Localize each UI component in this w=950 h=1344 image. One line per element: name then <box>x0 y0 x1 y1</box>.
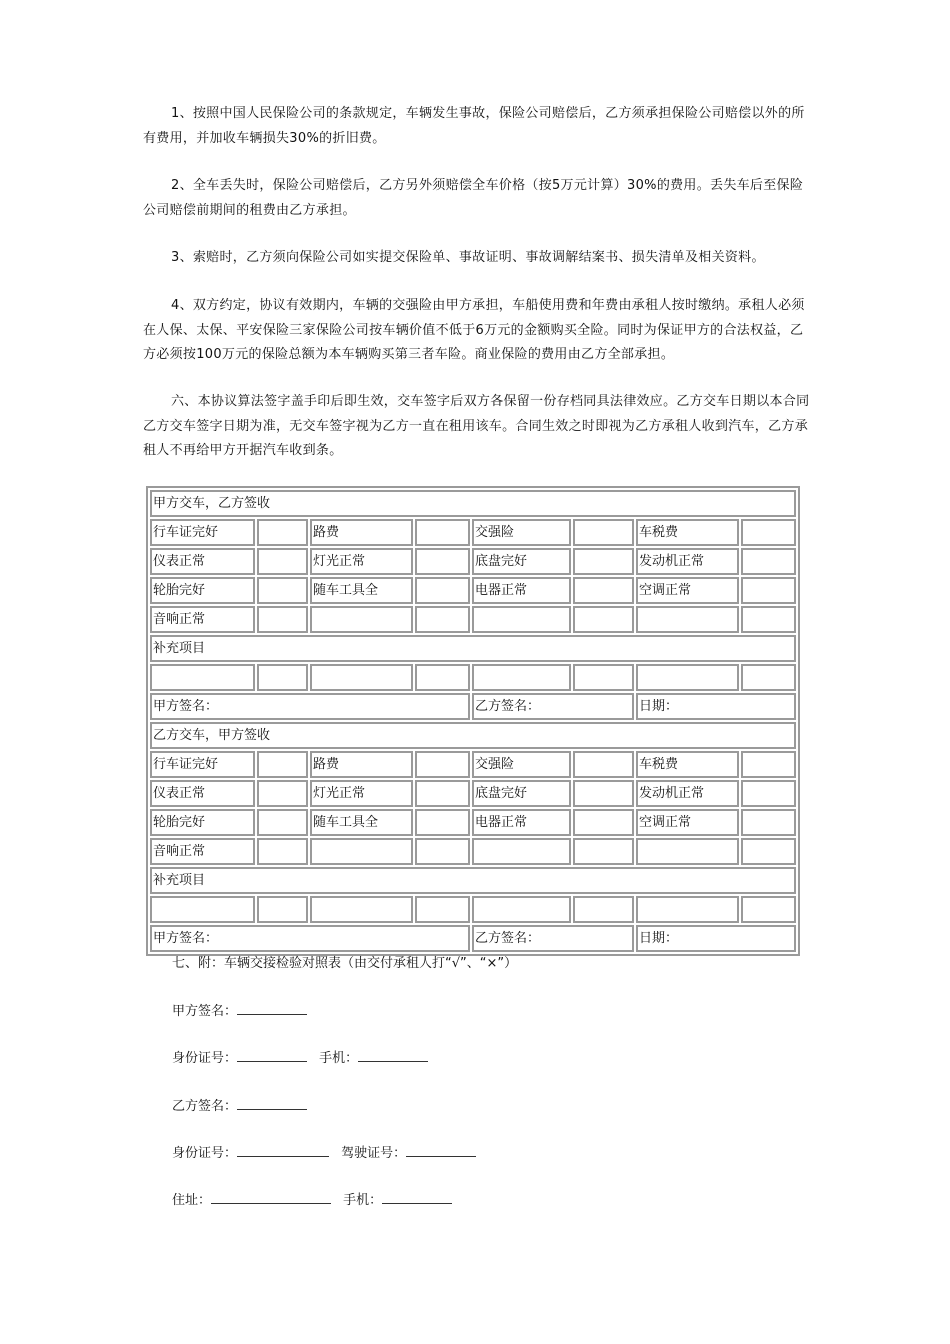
check-mark-cell[interactable] <box>257 780 308 807</box>
id-number-blank[interactable] <box>237 1144 329 1157</box>
attachment-note: 七、附：车辆交接检验对照表（由交付承租人打“√”、“×”） <box>172 956 518 971</box>
supplement-cell[interactable] <box>636 664 739 691</box>
supplement-cell[interactable] <box>741 896 796 923</box>
check-item-label: 底盘完好 <box>472 548 571 575</box>
supplement-cell[interactable] <box>573 664 634 691</box>
vehicle-handover-table <box>146 486 800 956</box>
check-item-label: 路费 <box>310 751 413 778</box>
table-row <box>150 577 796 604</box>
table-row <box>150 809 796 836</box>
supplement-cell[interactable] <box>310 896 413 923</box>
empty-cell[interactable] <box>472 606 571 633</box>
party-b-sign-blank[interactable] <box>237 1097 307 1110</box>
check-item-label: 行车证完好 <box>150 519 255 546</box>
date-field[interactable]: 日期： <box>636 925 796 952</box>
check-mark-cell[interactable] <box>415 809 470 836</box>
clause-2: 2、全车丢失时，保险公司赔偿后，乙方另外须赔偿全车价格（按5万元计算）30%的费用。丢失车后至保险公司赔偿前期间的租费由乙方承担。 <box>143 178 804 218</box>
empty-cell[interactable] <box>415 606 470 633</box>
supplement-cell[interactable] <box>150 896 255 923</box>
check-item-label: 随车工具全 <box>310 809 413 836</box>
check-item-label: 随车工具全 <box>310 577 413 604</box>
party-a-id-line <box>172 1049 428 1068</box>
driver-license-blank[interactable] <box>406 1144 476 1157</box>
party-a-sign-blank[interactable] <box>237 1002 307 1015</box>
supplement-cell[interactable] <box>472 896 571 923</box>
check-item-label: 电器正常 <box>472 809 571 836</box>
check-item-label: 仪表正常 <box>150 780 255 807</box>
check-mark-cell[interactable] <box>573 548 634 575</box>
check-item-label: 发动机正常 <box>636 780 739 807</box>
empty-cell[interactable] <box>636 606 739 633</box>
mobile-blank[interactable] <box>382 1191 452 1204</box>
check-mark-cell[interactable] <box>573 809 634 836</box>
check-mark-cell[interactable] <box>741 780 796 807</box>
supplement-cell[interactable] <box>415 664 470 691</box>
check-item-label: 路费 <box>310 519 413 546</box>
check-mark-cell[interactable] <box>741 548 796 575</box>
id-number-label: 身份证号： <box>172 1146 238 1161</box>
empty-cell[interactable] <box>415 838 470 865</box>
check-item-label: 音响正常 <box>150 838 255 865</box>
check-item-label: 交强险 <box>472 751 571 778</box>
check-mark-cell[interactable] <box>573 577 634 604</box>
party-b-signature-field[interactable]: 乙方签名： <box>472 925 634 952</box>
signature-row <box>150 925 796 952</box>
empty-cell[interactable] <box>741 606 796 633</box>
check-item-label: 车税费 <box>636 519 739 546</box>
section-title: 甲方交车，乙方签收 <box>150 490 796 517</box>
empty-cell[interactable] <box>573 838 634 865</box>
check-item-label: 音响正常 <box>150 606 255 633</box>
address-label: 住址： <box>172 1193 212 1208</box>
party-a-sign-line <box>172 1002 307 1021</box>
id-number-blank[interactable] <box>237 1049 307 1062</box>
empty-cell[interactable] <box>636 838 739 865</box>
mobile-label: 手机： <box>319 1051 359 1066</box>
check-mark-cell[interactable] <box>573 519 634 546</box>
check-mark-cell[interactable] <box>741 809 796 836</box>
supplement-row <box>150 867 796 894</box>
check-mark-cell[interactable] <box>741 577 796 604</box>
check-item-label: 车税费 <box>636 751 739 778</box>
party-b-id-line <box>172 1144 476 1163</box>
check-item-label: 空调正常 <box>636 809 739 836</box>
supplement-label: 补充项目 <box>150 867 796 894</box>
check-mark-cell[interactable] <box>257 519 308 546</box>
check-mark-cell[interactable] <box>257 548 308 575</box>
section-title: 乙方交车，甲方签收 <box>150 722 796 749</box>
mobile-label: 手机： <box>343 1193 383 1208</box>
supplement-input-row <box>150 896 796 923</box>
check-item-label: 电器正常 <box>472 577 571 604</box>
empty-cell[interactable] <box>573 606 634 633</box>
empty-cell[interactable] <box>741 838 796 865</box>
party-b-sign-line <box>172 1097 307 1116</box>
check-item-label: 灯光正常 <box>310 548 413 575</box>
empty-cell[interactable] <box>472 838 571 865</box>
table-row <box>150 606 796 633</box>
date-field[interactable]: 日期： <box>636 693 796 720</box>
supplement-cell[interactable] <box>310 664 413 691</box>
party-a-signature-field[interactable]: 甲方签名： <box>150 693 470 720</box>
check-mark-cell[interactable] <box>257 751 308 778</box>
table-row <box>150 780 796 807</box>
section-title-row <box>150 722 796 749</box>
supplement-row <box>150 635 796 662</box>
check-mark-cell[interactable] <box>257 606 308 633</box>
check-item-label: 空调正常 <box>636 577 739 604</box>
table-row <box>150 548 796 575</box>
party-a-signature-field[interactable]: 甲方签名： <box>150 925 470 952</box>
check-item-label: 发动机正常 <box>636 548 739 575</box>
check-mark-cell[interactable] <box>415 548 470 575</box>
address-blank[interactable] <box>211 1191 331 1204</box>
clause-4: 4、双方约定，协议有效期内，车辆的交强险由甲方承担，车船使用费和年费由承租人按时缴纳。承租人必须在人保、太保、平安保险三家保险公司按车辆价值不低于6万元的金额购买全险。同时为保证甲方的合法权益，乙方必须按100万元的保险总额为本车辆购买第三者车险。商业保险的费用由乙方全部承担。 <box>143 298 805 362</box>
supplement-cell[interactable] <box>150 664 255 691</box>
check-mark-cell[interactable] <box>415 577 470 604</box>
check-mark-cell[interactable] <box>741 751 796 778</box>
check-item-label: 轮胎完好 <box>150 809 255 836</box>
check-item-label: 仪表正常 <box>150 548 255 575</box>
supplement-label: 补充项目 <box>150 635 796 662</box>
supplement-cell[interactable] <box>257 896 308 923</box>
driver-license-label: 驾驶证号： <box>341 1146 407 1161</box>
check-item-label: 底盘完好 <box>472 780 571 807</box>
check-item-label: 轮胎完好 <box>150 577 255 604</box>
mobile-blank[interactable] <box>358 1049 428 1062</box>
empty-cell[interactable] <box>310 838 413 865</box>
supplement-cell[interactable] <box>472 664 571 691</box>
table-row <box>150 519 796 546</box>
supplement-cell[interactable] <box>573 896 634 923</box>
check-item-label: 行车证完好 <box>150 751 255 778</box>
signature-row <box>150 693 796 720</box>
check-mark-cell[interactable] <box>573 751 634 778</box>
check-mark-cell[interactable] <box>257 809 308 836</box>
clause-3: 3、索赔时，乙方须向保险公司如实提交保险单、事故证明、事故调解结案书、损失清单及相关资料。 <box>171 250 765 265</box>
section-title-row <box>150 490 796 517</box>
supplement-cell[interactable] <box>636 896 739 923</box>
table-row <box>150 751 796 778</box>
supplement-cell[interactable] <box>415 896 470 923</box>
check-item-label: 灯光正常 <box>310 780 413 807</box>
supplement-input-row <box>150 664 796 691</box>
check-mark-cell[interactable] <box>415 519 470 546</box>
party-b-signature-field[interactable]: 乙方签名： <box>472 693 634 720</box>
check-mark-cell[interactable] <box>415 780 470 807</box>
address-line <box>172 1191 452 1210</box>
party-b-sign-label: 乙方签名： <box>172 1099 238 1114</box>
check-mark-cell[interactable] <box>573 780 634 807</box>
check-mark-cell[interactable] <box>741 519 796 546</box>
id-number-label: 身份证号： <box>172 1051 238 1066</box>
empty-cell[interactable] <box>310 606 413 633</box>
supplement-cell[interactable] <box>257 664 308 691</box>
clause-1: 1、按照中国人民保险公司的条款规定，车辆发生事故，保险公司赔偿后，乙方须承担保险公司赔偿以外的所有费用，并加收车辆损失30%的折旧费。 <box>143 106 805 146</box>
check-mark-cell[interactable] <box>257 577 308 604</box>
table-row <box>150 838 796 865</box>
check-mark-cell[interactable] <box>257 838 308 865</box>
check-mark-cell[interactable] <box>415 751 470 778</box>
check-item-label: 交强险 <box>472 519 571 546</box>
clause-six: 六、本协议算法签字盖手印后即生效，交车签字后双方各保留一份存档同具法律效应。乙方交车日期以本合同乙方交车签字日期为准，无交车签字视为乙方一直在租用该车。合同生效之时即视为乙方承租人收到汽车，乙方承租人不再给甲方开据汽车收到条。 <box>143 394 810 458</box>
supplement-cell[interactable] <box>741 664 796 691</box>
party-a-sign-label: 甲方签名： <box>172 1004 238 1019</box>
